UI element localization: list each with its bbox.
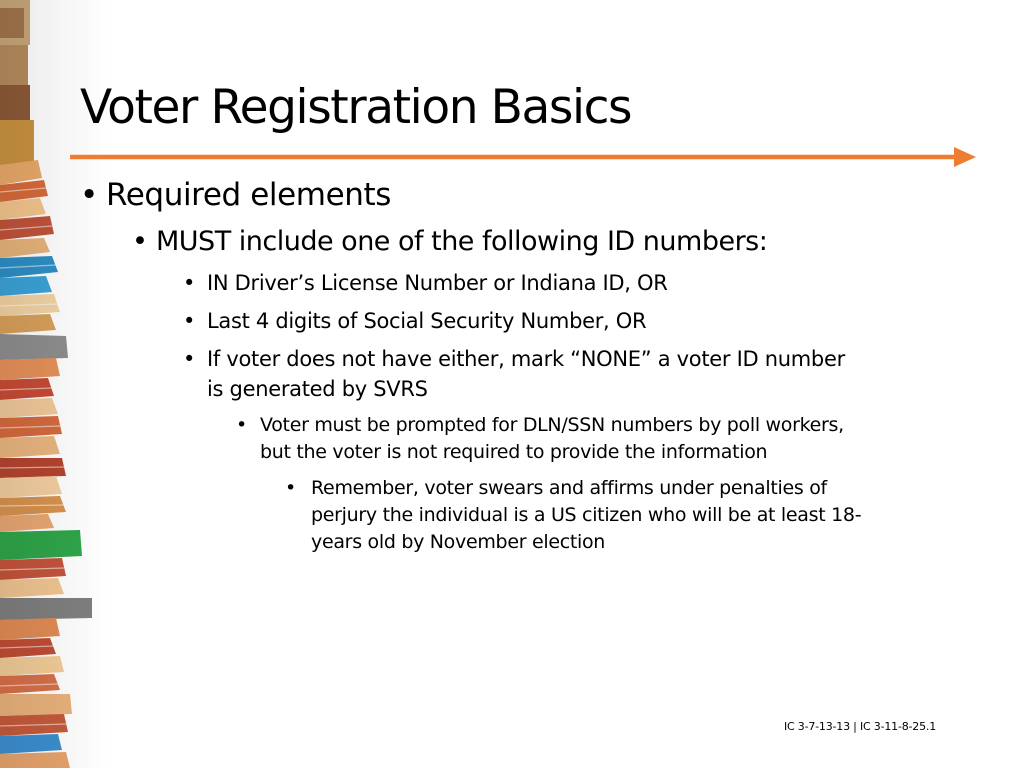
bullet-icon: • [132, 226, 148, 257]
bullet-line: Remember, voter swears and affirms under penalties of [311, 477, 827, 499]
bullet-text: Last 4 digits of Social Security Number, OR [207, 309, 647, 333]
bullet-item [183, 306, 646, 336]
bullet-item [183, 268, 668, 298]
bullet-text: IN Driver’s License Number or Indiana ID, OR [207, 271, 668, 295]
bullet-item [80, 177, 391, 213]
bullet-icon: • [236, 414, 247, 436]
bullet-text [207, 344, 845, 404]
bullet-icon: • [183, 347, 196, 371]
bullet-item [285, 475, 861, 556]
bullet-text [311, 475, 861, 556]
bullet-icon: • [183, 271, 196, 295]
bullet-icon: • [183, 309, 196, 333]
bullet-text: MUST include one of the following ID numbers: [156, 226, 768, 257]
bullet-icon: • [285, 477, 296, 499]
bullet-line: years old by November election [311, 531, 606, 553]
citation-footer: IC 3-7-13-13 | IC 3-11-8-25.1 [783, 720, 936, 733]
bullet-text: Required elements [106, 177, 392, 213]
bullet-line: If voter does not have either, mark “NONE” a voter ID number [207, 347, 845, 371]
bullet-icon: • [80, 177, 98, 213]
bullet-item [183, 344, 845, 404]
bullet-text [260, 412, 844, 466]
bullet-line: but the voter is not required to provide the information [260, 441, 768, 463]
bullet-line: perjury the individual is a US citizen who will be at least 18- [311, 504, 862, 526]
bullet-item [132, 226, 767, 258]
bullet-line: is generated by SVRS [207, 377, 428, 401]
slide-title: Voter Registration Basics [80, 80, 632, 135]
bullet-line: Voter must be prompted for DLN/SSN numbers by poll workers, [260, 414, 844, 436]
bullet-item [236, 412, 844, 466]
